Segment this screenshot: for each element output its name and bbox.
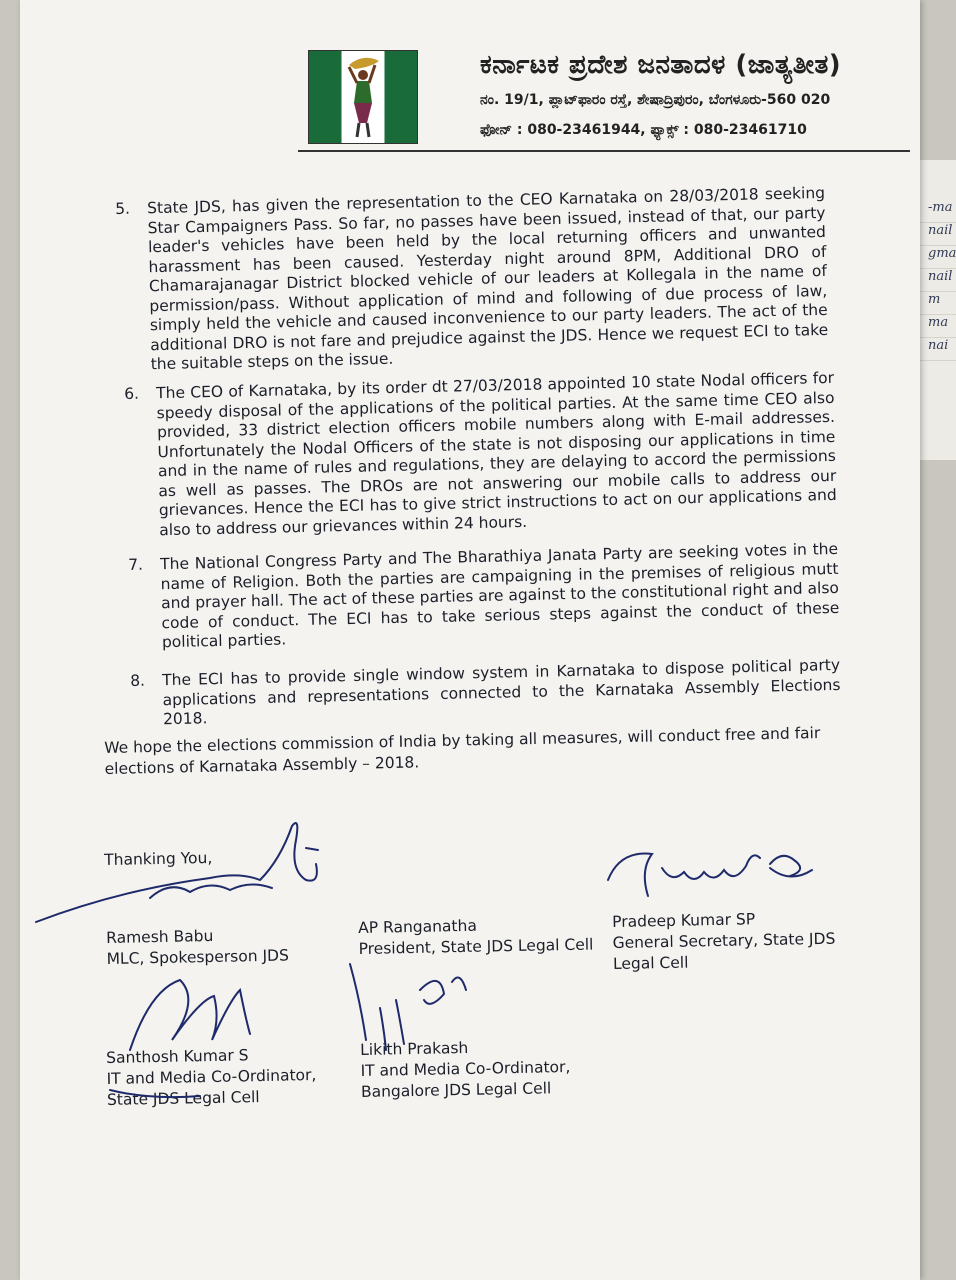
item-number: 8. — [130, 671, 146, 690]
signatory-name: Ramesh Babu — [106, 926, 214, 947]
farmer-woman-icon — [309, 51, 417, 143]
party-name: ಕರ್ನಾಟಕ ಪ್ರದೇಶ ಜನತಾದಳ (ಜಾತ್ಯತೀತ) — [480, 50, 842, 80]
signatory-title: IT and Media Co-Ordinator, State JDS Legal Cell — [106, 1065, 317, 1109]
signatory-name: Santhosh Kumar S — [106, 1046, 249, 1067]
signatory-name: Pradeep Kumar SP — [612, 910, 756, 931]
margin-fragment: nail — [906, 269, 956, 292]
signatory-name: Likith Prakash — [360, 1038, 469, 1059]
thanking-line: Thanking You, — [104, 848, 213, 869]
list-item — [128, 540, 840, 654]
party-logo — [308, 50, 418, 144]
signatory-name: AP Ranganatha — [358, 916, 478, 937]
margin-fragment: m — [906, 292, 956, 315]
margin-fragment: nail — [906, 223, 956, 246]
margin-fragment: nai — [906, 338, 956, 361]
list-item — [115, 184, 829, 376]
closing-paragraph: We hope the elections commission of India by taking all measures, will conduct free and fair elections of Karnataka Assembly – 2018. — [104, 724, 821, 778]
party-address: ನಂ. 19/1, ಪ್ಲಾಟ್‌ಫಾರಂ ರಸ್ತೆ, ಶೇಷಾದ್ರಿಪುರಂ, ಬೆಂಗಳೂರು-560 020 — [480, 92, 831, 108]
item-text: The ECI has to provide single window system in Karnataka to dispose political party applications and representations connected to the Karnataka Assembly Elections 2018. — [161, 655, 841, 729]
header-rule — [298, 150, 910, 152]
list-item — [124, 369, 837, 541]
margin-fragment: -ma — [906, 200, 956, 223]
phone-fax-line: ಫೋನ್ : 080-23461944, ಫ್ಯಾಕ್ಸ್ : 080-23461710 — [480, 122, 807, 138]
item-number: 5. — [115, 199, 131, 218]
signatory-block — [106, 1043, 352, 1111]
signatory-block — [360, 1035, 606, 1103]
signatory-title: MLC, Spokesperson JDS — [106, 946, 290, 968]
signatory-title: IT and Media Co-Ordinator, Bangalore JDS Legal Cell — [360, 1057, 571, 1101]
signatory-title: General Secretary, State JDS Legal Cell — [612, 929, 836, 973]
item-number: 7. — [128, 555, 144, 574]
item-text: The CEO of Karnataka, by its order dt 27/03/2018 appointed 10 state Nodal officers for speedy disposal of the applications of the political parties. At the same time CEO also provided, 33 district election officers mobile numbers along with E-mail addresses. Unfortunately the Nodal Officers of the state is not disposing our applications in time and in the name of rules and regulations, they are delaying to accord the permissions as well as passes. The DROs are not answering our mobile calls to address our grievances. Hence the ECI has to give strict instructions to act on our applications and also to address our grievances within 24 hours. — [155, 368, 837, 539]
signatory-block — [106, 925, 289, 970]
item-number: 6. — [124, 384, 140, 403]
signatory-title: President, State JDS Legal Cell — [358, 935, 594, 958]
signatory-block — [612, 907, 863, 975]
item-text: State JDS, has given the representation to the CEO Karnataka on 28/03/2018 seeking Star Campaigners Pass. So far, no passes have been issued, instead of that, our party leader's vehicles have been held by the local returning officers and unwanted harassment has been caused. Yesterday night around 8PM, Additional DRO of Chamarajanagar District blocked vehicle of our leaders at Kollegala in the name of permission/pass. Without application of mind and following of due process of law, simply held the vehicle and caused inconvenience to our party leaders. The act of the additional DRO is not fare and prejudice against the JDS. Hence we request ECI to take the suitable steps on the issue. — [146, 183, 829, 374]
margin-fragment: gma — [906, 246, 956, 269]
item-text: The National Congress Party and The Bharathiya Janata Party are seeking votes in the name of Religion. Both the parties are campaigning in the premises of religious mutt and prayer hall. The act of these parties are against to the constitutional right and also code of conduct. The ECI has to take serious steps against the conduct of these political parties. — [159, 539, 840, 652]
margin-fragment: ma — [906, 315, 956, 338]
signatory-block — [358, 913, 599, 960]
